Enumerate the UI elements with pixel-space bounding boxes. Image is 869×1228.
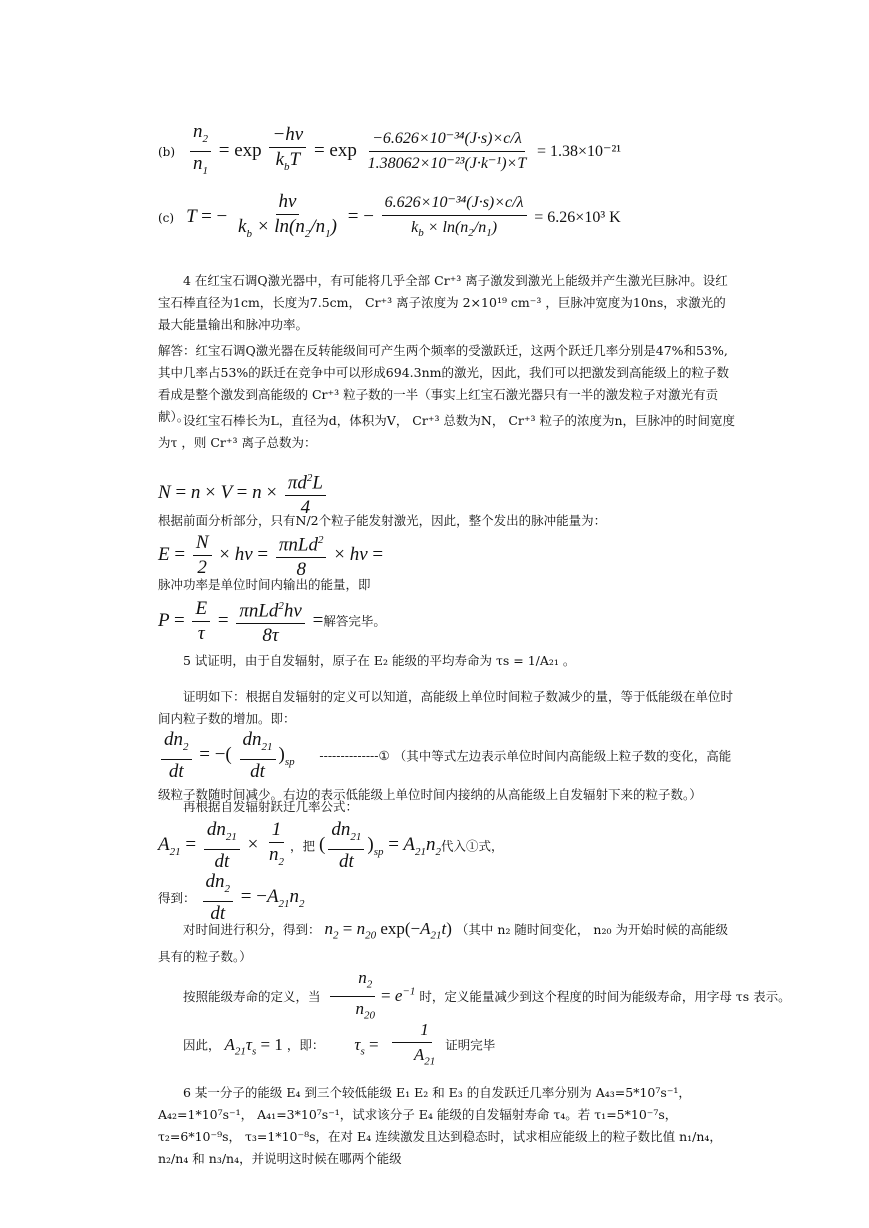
q5-integration-note: （其中 n₂ 随时间变化， n₂₀ 为开始时候的高能级具有的粒子数。） — [158, 922, 728, 965]
equation-A21: $A_{21}$ = $\frac{dn_{21}}{dt}$ × $\frac{1}{n_2}$ ，把 ( $\frac{dn_{21}}{dt}$ )$_{sp} = A_{21}n_2$代入①式， — [158, 819, 504, 872]
eq-marker: --------------① — [319, 748, 390, 764]
q5-proof-intro: 证明如下：根据自发辐射的定义可以知道，高能级上单位时间粒子数减少的量，等于低能级在单位时间内粒子数的增加。即： — [158, 689, 734, 726]
equation-E: E = $\frac{N}{2}$ × hν = $\frac{\pi nLd^2}{8}$ × hν = — [158, 528, 738, 582]
q5-conclusion-end: 证明完毕 — [445, 1037, 496, 1053]
equation-label: (b) — [158, 144, 176, 159]
q5-lifetime-b: 时，定义能量减少到这个程度的时间为能级寿命，用字母 τs 表示。 — [419, 988, 791, 1004]
q5-conclusion: 因此， $A_{21}\tau_s = 1$ ，即： $\tau_s$ = $\frac{1}{A_{21}}$ 证明完毕 — [183, 1020, 496, 1068]
equation-P: P = $\frac{E}{\tau}$ = $\frac{\pi nLd^2h\nu}{8\tau}$ =解答完毕。 — [158, 594, 738, 648]
q4-problem: 4 在红宝石调Q激光器中，有可能将几乎全部 Cr⁺³ 离子激发到激光上能级并产生激光巨脉冲。设红宝石棒直径为1cm，长度为7.5cm， Cr⁺³ 离子浓度为 2×10¹⁹ cm⁻³ ，巨脉冲宽度为10ns，求激光的最大能量输出和脉冲功率。 — [158, 273, 728, 332]
eq-b-result: = 1.38×10⁻²¹ — [537, 142, 622, 160]
equation-result: 得到： $\frac{dn_2}{dt}$ = $-A_{21}n_2$ — [158, 871, 305, 924]
q4-end: 解答完毕。 — [323, 613, 386, 629]
eq-c-numerator: 6.626×10⁻³⁴(J·s)×c/λ — [382, 191, 527, 216]
q4-answer: 解答：红宝石调Q激光器在反转能级间可产生两个频率的受激跃迁，这两个跃迁几率分别是47%和53%,其中几率占53%的跃迁在竞争中可以形成694.3nm的激光，因此，我们可以把激发到高能级上的粒子数看成是整个激发到高能级的 Cr⁺³ 粒子数的一半（事实上红宝石激光器只有一半的激发粒子对激光有贡献）。 — [158, 343, 729, 424]
q5-note: （其中等式左边表示单位时间内高能级上粒子数的变化，高能级粒子数随时间减少。右边的表示低能级上单位时间内接纳的从高能级上自发辐射下来的粒子数。） — [158, 748, 732, 802]
equation-b: (b) $\frac{n_2}{n_1}$ = exp $\frac{-h\nu}{k_bT}$ = exp $\frac{\text{−6.626×10⁻³⁴(J·s)×c/λ}}{\text{1.38062×10⁻²³(J·k⁻¹)×T}}$ = 1.38×10⁻²¹ — [158, 121, 622, 177]
equation-N: N = n × V = n × $\frac{\pi d^2L}{4}$ — [158, 466, 738, 520]
equation-rate: $\frac{dn_2}{dt}$ = −( $\frac{dn_{21}}{dt}$ )$_{sp}$ --------------① （其中等式左边表示单位时间内高能级上粒子数的变化，高能级粒子数随时间减少。右边的表示低能级上单位时间内接纳的从高能级上自发辐射下来的粒子数。） — [158, 729, 732, 802]
q5-formula-intro: 再根据自发辐射跃迁几率公式： — [183, 799, 359, 814]
equation-label: (c) — [158, 211, 175, 226]
eq-c-result: = 6.26×10³ K — [534, 209, 621, 227]
q4-setup: 设红宝石棒长为L，直径为d，体积为V， Cr⁺³ 总数为N， Cr⁺³ 粒子的浓度为n，巨脉冲的时间宽度为τ ，则 Cr⁺³ 离子总数为： — [158, 413, 736, 450]
eq-b-numerator: −6.626×10⁻³⁴(J·s)×c/λ — [369, 127, 525, 152]
q6-problem: 6 某一分子的能级 E₄ 到三个较低能级 E₁ E₂ 和 E₃ 的自发跃迁几率分别为 A₄₃=5*10⁷s⁻¹， A₄₂=1*10⁷s⁻¹， A₄₁=3*10⁷s⁻¹，试求该分子 E₄ 能级的自发辐射寿命 τ₄。若 τ₁=5*10⁻⁷s， τ₂=6*10⁻⁹s， τ₃=1*10⁻⁸s，在对 E₄ 连续激发且达到稳态时，试求相应能级上的粒子数比值 n₁/n₄， n₂/n₄ 和 n₃/n₄，并说明这时候在哪两个能级 — [158, 1085, 722, 1166]
q5-mid-text: ，把 — [290, 838, 316, 854]
q5-obtain: 得到： — [158, 890, 196, 906]
q5-integration-text: 对时间进行积分，得到： — [183, 922, 321, 937]
eq-b-denominator: 1.38062×10⁻²³(J·k⁻¹)×T — [367, 154, 527, 172]
equation-c: (c) T = − $\frac{h\nu}{k_b \times \ln(n_2/n_1)}$ = − $\frac{\text{6.626×10⁻³⁴(J·s)×c/λ}}{k_b \times \ln(n_2/n_1)}$ = 6.26×10³ K — [158, 191, 621, 240]
q5-conclusion-a: 因此， — [183, 1037, 221, 1053]
q4-energy-intro: 根据前面分析部分，只有N/2个粒子能发射激光，因此，整个发出的脉冲能量为： — [158, 513, 607, 528]
q5-lifetime-def: 按照能级寿命的定义，当 $\frac{n_2}{n_{20}}$ = $e^{-1}$ 时，定义能量减少到这个程度的时间为能级寿命，用字母 τs 表示。 — [183, 968, 791, 1022]
q5-title: 5 试证明，由于自发辐射，原子在 E₂ 能级的平均寿命为 τs = 1/A₂₁ 。 — [183, 653, 576, 668]
q5-conclusion-b: ，即： — [286, 1037, 325, 1053]
q5-end-text: 代入①式， — [440, 838, 504, 854]
q5-integration: 对时间进行积分，得到： $n_2 = n_{20}$ $\exp(-A_{21}t)$ （其中 n₂ 随时间变化， n₂₀ 为开始时候的高能级具有的粒子数。） — [158, 919, 728, 965]
q4-power-intro: 脉冲功率是单位时间内输出的能量，即 — [158, 577, 371, 592]
q5-lifetime-a: 按照能级寿命的定义，当 — [183, 988, 321, 1004]
